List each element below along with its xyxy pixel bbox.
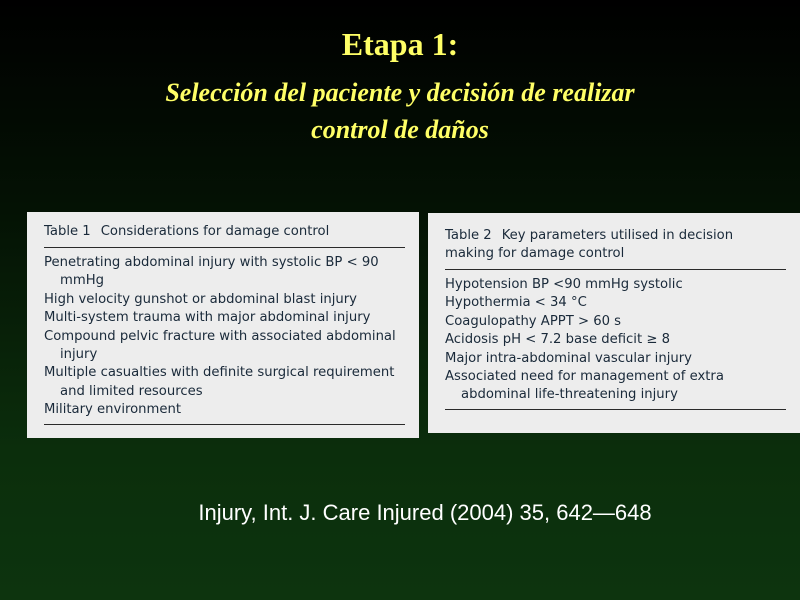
table-row: Compound pelvic fracture with associated abdominal injury	[44, 328, 396, 363]
table-1-caption-text: Considerations for damage control	[100, 224, 330, 239]
table-row: Military environment	[44, 402, 182, 418]
table-row: High velocity gunshot or abdominal blast injury	[44, 291, 357, 307]
table-1-label: Table 1	[44, 224, 91, 239]
table-1-rows	[44, 254, 405, 425]
table-row: Hypotension BP <90 mmHg systolic	[445, 277, 683, 292]
table-row: Coagulopathy APPT > 60 s	[445, 313, 622, 329]
table-2-caption-text: Key parameters utilised in decision making for damage control	[445, 228, 734, 261]
table-2-label: Table 2	[445, 228, 492, 243]
subtitle-line-2: control de daños	[311, 115, 489, 144]
table-row: Acidosis pH < 7.2 base deficit ≥ 8	[445, 332, 670, 348]
table-2-rows	[445, 276, 786, 410]
table-1-image	[27, 212, 419, 438]
subtitle-line-1: Selección del paciente y decisión de realizar	[165, 78, 635, 107]
table-1-caption	[44, 223, 405, 248]
table-row: Hypothermia < 34 °C	[445, 295, 587, 311]
citation: Injury, Int. J. Care Injured (2004) 35, 642—648	[198, 500, 652, 525]
table-row: Penetrating abdominal injury with systolic BP < 90 mmHg	[44, 255, 379, 289]
table-row: Multiple casualties with definite surgical requirement and limited resources	[44, 365, 395, 399]
table-2-image	[428, 213, 800, 433]
table-row: Multi-system trauma with major abdominal injury	[44, 310, 371, 326]
slide-subtitle	[0, 74, 800, 148]
table-2-caption	[445, 227, 786, 270]
table-row: Major intra-abdominal vascular injury	[445, 350, 692, 366]
table-row: Associated need for management of extra abdominal life-threatening injury	[445, 369, 724, 403]
slide-title: Etapa 1:	[341, 26, 459, 62]
